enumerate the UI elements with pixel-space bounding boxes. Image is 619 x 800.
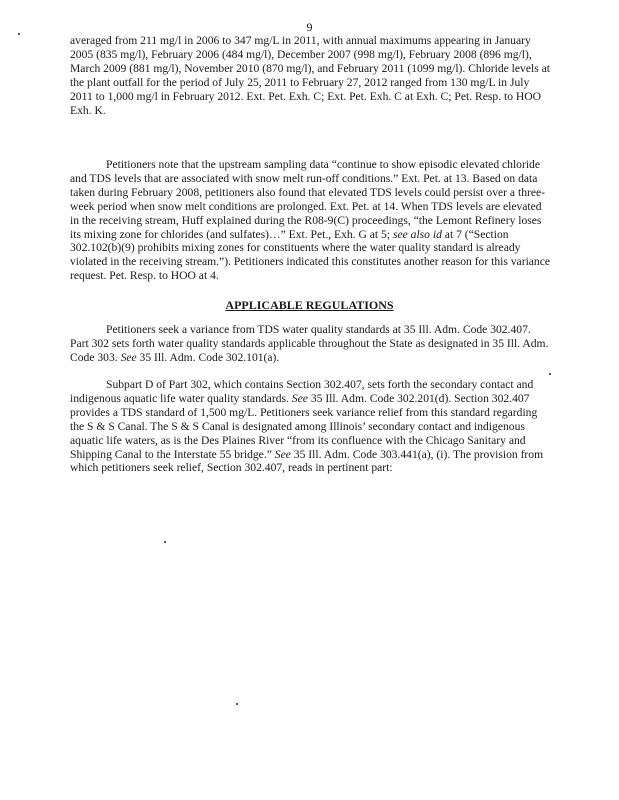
- paragraph-text: 35 Ill. Adm. Code 302.101(a).: [136, 350, 280, 364]
- paragraph-text: averaged from 211 mg/l in 2006 to 347 mg/L in 2011, with annual maximums appearing in January 2005 (835 mg/l), February 2006 (484 mg/l), December 2007 (998 mg/l), February 2008 (896 mg/l), March 2009 (881 mg/l), November 2010 (870 mg/l), and February 2011 (1099 mg/l). Chloride levels at the plant outfall for the period of July 25, 2011 to February 27, 2012 ranged from 130 mg/L in July 2011 to 1,000 mg/l in February 2012. Ext. Pet. Exh. C; Ext. Pet. Exh. C at Exh. C; Pet. Resp. to HOO Exh. K.: [70, 34, 550, 117]
- paragraph-upstream-sampling: [70, 158, 552, 283]
- page-number: 9: [306, 20, 313, 34]
- paragraph-subpart-d: [70, 378, 552, 475]
- paragraph-text: Petitioners note that the upstream sampling data “continue to show episodic elevated chloride and TDS levels that are associated with snow melt run-off conditions.” Ext. Pet. at 13. Based on data taken during February 2008, petitioners also found that elevated TDS levels could persist over a three-week period when snow melt conditions are prolonged. Ext. Pet. at 14. When TDS levels are elevated in the receiving stream, Huff explained during the R08-9(C) proceedings, “the Lemont Refinery loses its mixing zone for chlorides (and sulfates)…” Ext. Pet., Exh. G at 5;: [70, 158, 545, 241]
- paragraph-text: Petitioners seek a variance from TDS water quality standards at 35 Ill. Adm. Code 302.407. Part 302 sets forth water quality standards applicable throughout the State as designated in 35 Ill. Adm. Code 303.: [70, 323, 549, 364]
- italic-signal: See: [120, 350, 137, 364]
- italic-signal: see also id: [392, 227, 442, 241]
- section-heading: APPLICABLE REGULATIONS: [225, 298, 394, 312]
- scan-speck: [18, 33, 20, 35]
- paragraph-text: Subpart D of Part 302, which contains Section 302.407, sets forth the secondary contact and indigenous aquatic life water quality standards.: [70, 378, 534, 405]
- scan-speck: [164, 541, 166, 543]
- paragraph-chloride-levels: [70, 34, 552, 117]
- paragraph-variance-request: [70, 323, 552, 365]
- paragraph-text: at 7 (“Section 302.102(b)(9) prohibits mixing zones for constituents where the water quality standard is already violated in the receiving stream.”). Petitioners indicated this constitutes another reason for this variance request. Pet. Resp. to HOO at 4.: [70, 227, 551, 283]
- italic-signal: See: [274, 447, 291, 461]
- italic-signal: See: [291, 391, 308, 405]
- scan-speck: [549, 373, 551, 375]
- scan-speck: [236, 703, 238, 705]
- paragraph-text: 35 Ill. Adm. Code 302.201(d). Section 302.407 provides a TDS standard of 1,500 mg/L. Petitioners seek variance relief from this standard regarding the S & S Canal. The S & S Canal is designated among Illinois’ secondary contact and indigenous aquatic life waters, as is the Des Plaines River “from its confluence with the Chicago Sanitary and Shipping Canal to the Interstate 55 bridge.”: [70, 391, 538, 461]
- paragraph-text: 35 Ill. Adm. Code 303.441(a), (i). The provision from which petitioners seek relief, Section 302.407, reads in pertinent part:: [70, 447, 544, 475]
